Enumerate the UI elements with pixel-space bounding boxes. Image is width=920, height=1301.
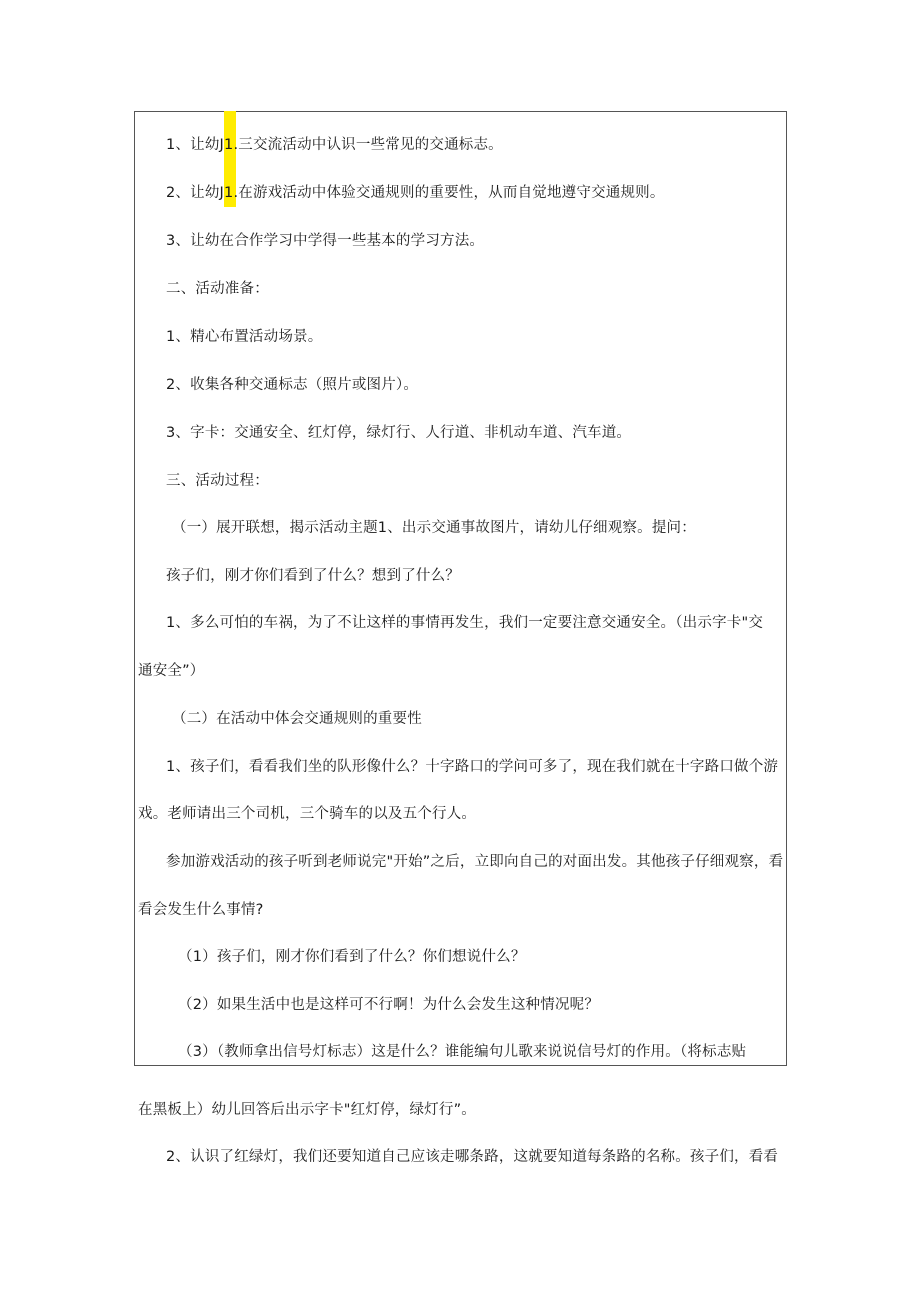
process-part-1: （一）展开联想，揭示活动主题1、出示交通事故图片，请幼儿仔细观察。提问： — [172, 520, 696, 536]
sub-question-3: （3）（教师拿出信号灯标志）这是什么？谁能编句儿歌来说说信号灯的作用。（将标志贴 — [178, 1044, 747, 1060]
question-line: 孩子们，刚才你们看到了什么？想到了什么？ — [166, 568, 460, 584]
goal-line-1: 1、让幼J1.三交流活动中认识一些常见的交通标志。 — [166, 137, 503, 153]
paragraph-line: 参加游戏活动的孩子听到老师说完"开始”之后，立即向自己的对面出发。其他孩子仔细观察，看 — [166, 854, 784, 870]
prep-item-3: 3、字卡：交通安全、红灯停，绿灯行、人行道、非机动车道、汽车道。 — [166, 425, 632, 441]
section-heading-preparation: 二、活动准备： — [166, 281, 269, 297]
paragraph-line: 2、认识了红绿灯，我们还要知道自己应该走哪条路，这就要知道每条路的名称。孩子们，看看 — [166, 1149, 779, 1165]
paragraph-line-cont: 在黑板上）幼儿回答后出示字卡"红灯停，绿灯行”。 — [138, 1102, 476, 1118]
paragraph-line: 1、多么可怕的车祸，为了不让这样的事情再发生，我们一定要注意交通安全。（出示字卡"交 — [166, 615, 764, 631]
process-part-2: （二）在活动中体会交通规则的重要性 — [172, 711, 422, 727]
goal-line-3: 3、让幼在合作学习中学得一些基本的学习方法。 — [166, 233, 485, 249]
prep-item-1: 1、精心布置活动场景。 — [166, 329, 323, 345]
paragraph-line-cont: 通安全”） — [138, 663, 205, 679]
section-heading-process: 三、活动过程： — [166, 473, 269, 489]
sub-question-1: （1）孩子们，刚才你们看到了什么？你们想说什么？ — [178, 949, 526, 965]
document-frame — [134, 111, 787, 1066]
paragraph-line-cont: 看会发生什么事情? — [138, 902, 264, 918]
sub-question-2: （2）如果生活中也是这样可不行啊！为什么会发生这种情况呢？ — [178, 997, 600, 1013]
paragraph-line: 1、孩子们，看看我们坐的队形像什么？十字路口的学问可多了，现在我们就在十字路口做个游 — [166, 759, 779, 775]
goal-line-2: 2、让幼J1.在游戏活动中体验交通规则的重要性，从而自觉地遵守交通规则。 — [166, 185, 665, 201]
paragraph-line-cont: 戏。老师请出三个司机，三个骑车的以及五个行人。 — [138, 806, 477, 822]
prep-item-2: 2、收集各种交通标志（照片或图片）。 — [166, 377, 419, 393]
